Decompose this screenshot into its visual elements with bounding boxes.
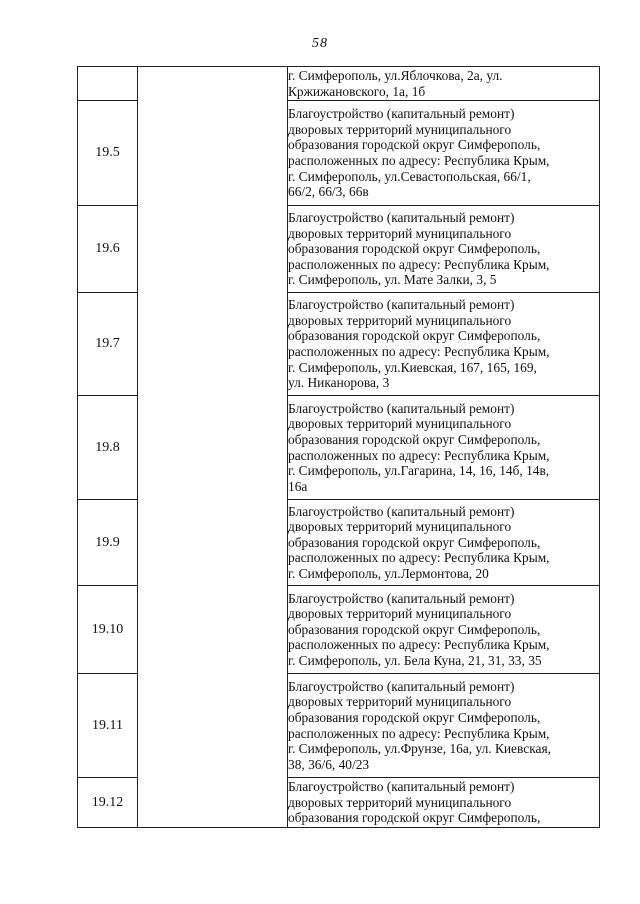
- description-line: расположенных по адресу: Республика Крым,: [288, 447, 550, 463]
- description-cell: [288, 101, 600, 206]
- description-line: расположенных по адресу: Республика Крым,: [288, 344, 550, 359]
- row-number-cell: 19.8: [78, 396, 138, 500]
- description-line: дворовых территорий муниципального: [288, 794, 512, 810]
- description-line: Благоустройство (капитальный ремонт): [288, 210, 515, 226]
- description-cell: [288, 586, 600, 674]
- description-cell: [288, 67, 600, 101]
- description-line: расположенных по адресу: Республика Крым,: [288, 725, 550, 741]
- description-line: 38, 36/6, 40/23: [288, 756, 370, 772]
- description-cell: [288, 206, 600, 293]
- row-number-cell: [78, 67, 138, 101]
- description-line: дворовых территорий муниципального: [288, 312, 512, 328]
- description-line: г. Симферополь, ул.Севастопольская, 66/1,: [288, 168, 531, 184]
- description-line: Кржижановского, 1а, 1б: [288, 83, 426, 99]
- description-line: Благоустройство (капитальный ремонт): [288, 503, 515, 519]
- description-line: расположенных по адресу: Республика Крым,: [288, 550, 550, 566]
- description-cell: [288, 293, 600, 396]
- description-line: г. Симферополь, ул.Фрунзе, 16а, ул. Киевская,: [288, 741, 551, 757]
- row-number-cell: 19.11: [78, 674, 138, 778]
- row-number-cell: 19.10: [78, 586, 138, 674]
- description-line: образования городской округ Симферополь,: [288, 810, 541, 826]
- row-number-cell: 19.5: [78, 101, 138, 206]
- row-number-cell: 19.12: [78, 778, 138, 828]
- description-line: г. Симферополь, ул. Бела Куна, 21, 31, 33, 35: [288, 652, 542, 668]
- description-line: образования городской округ Симферополь,: [288, 534, 541, 550]
- description-line: дворовых территорий муниципального: [288, 225, 512, 241]
- description-line: дворовых территорий муниципального: [288, 606, 512, 622]
- description-line: расположенных по адресу: Республика Крым,: [288, 153, 550, 168]
- description-line: Благоустройство (капитальный ремонт): [288, 400, 515, 416]
- description-line: г. Симферополь, ул.Гагарина, 14, 16, 14б, 14в,: [288, 463, 550, 479]
- row-number-cell: 19.7: [78, 293, 138, 396]
- description-line: г. Симферополь, ул.Яблочкова, 2а, ул.: [288, 67, 503, 83]
- description-line: расположенных по адресу: Республика Крым,: [288, 256, 550, 272]
- description-line: г. Симферополь, ул. Мате Залки, 3, 5: [288, 272, 497, 288]
- description-line: образования городской округ Симферополь,: [288, 621, 541, 637]
- description-line: Благоустройство (капитальный ремонт): [288, 779, 515, 795]
- description-line: Благоустройство (капитальный ремонт): [288, 297, 515, 313]
- description-line: Благоустройство (капитальный ремонт): [288, 678, 515, 694]
- description-line: образования городской округ Симферополь,: [288, 431, 541, 447]
- description-cell: [288, 778, 600, 828]
- page-number: 58: [312, 36, 328, 51]
- description-line: г. Симферополь, ул.Киевская, 167, 165, 169,: [288, 359, 537, 375]
- description-line: 66/2, 66/3, 66в: [288, 184, 369, 200]
- row-number-cell: 19.6: [78, 206, 138, 293]
- description-line: г. Симферополь, ул.Лермонтова, 20: [288, 565, 489, 581]
- description-line: дворовых территорий муниципального: [288, 416, 512, 432]
- description-line: расположенных по адресу: Республика Крым,: [288, 637, 550, 653]
- description-line: ул. Никанорова, 3: [288, 375, 390, 391]
- description-cell: [288, 396, 600, 500]
- description-line: дворовых территорий муниципального: [288, 121, 512, 137]
- row-number-cell: 19.9: [78, 500, 138, 586]
- description-line: образования городской округ Симферополь,: [288, 709, 541, 725]
- description-line: образования городской округ Симферополь,: [288, 241, 541, 257]
- description-line: Благоустройство (капитальный ремонт): [288, 590, 515, 606]
- description-line: Благоустройство (капитальный ремонт): [288, 106, 515, 122]
- description-line: дворовых территорий муниципального: [288, 519, 512, 535]
- table-row: [78, 67, 600, 101]
- empty-cell: [138, 67, 288, 828]
- description-line: образования городской округ Симферополь,: [288, 137, 541, 153]
- description-cell: [288, 500, 600, 586]
- description-line: 16а: [288, 478, 308, 494]
- program-table: [77, 66, 600, 828]
- description-cell: [288, 674, 600, 778]
- description-line: дворовых территорий муниципального: [288, 694, 512, 710]
- description-line: образования городской округ Симферополь,: [288, 328, 541, 344]
